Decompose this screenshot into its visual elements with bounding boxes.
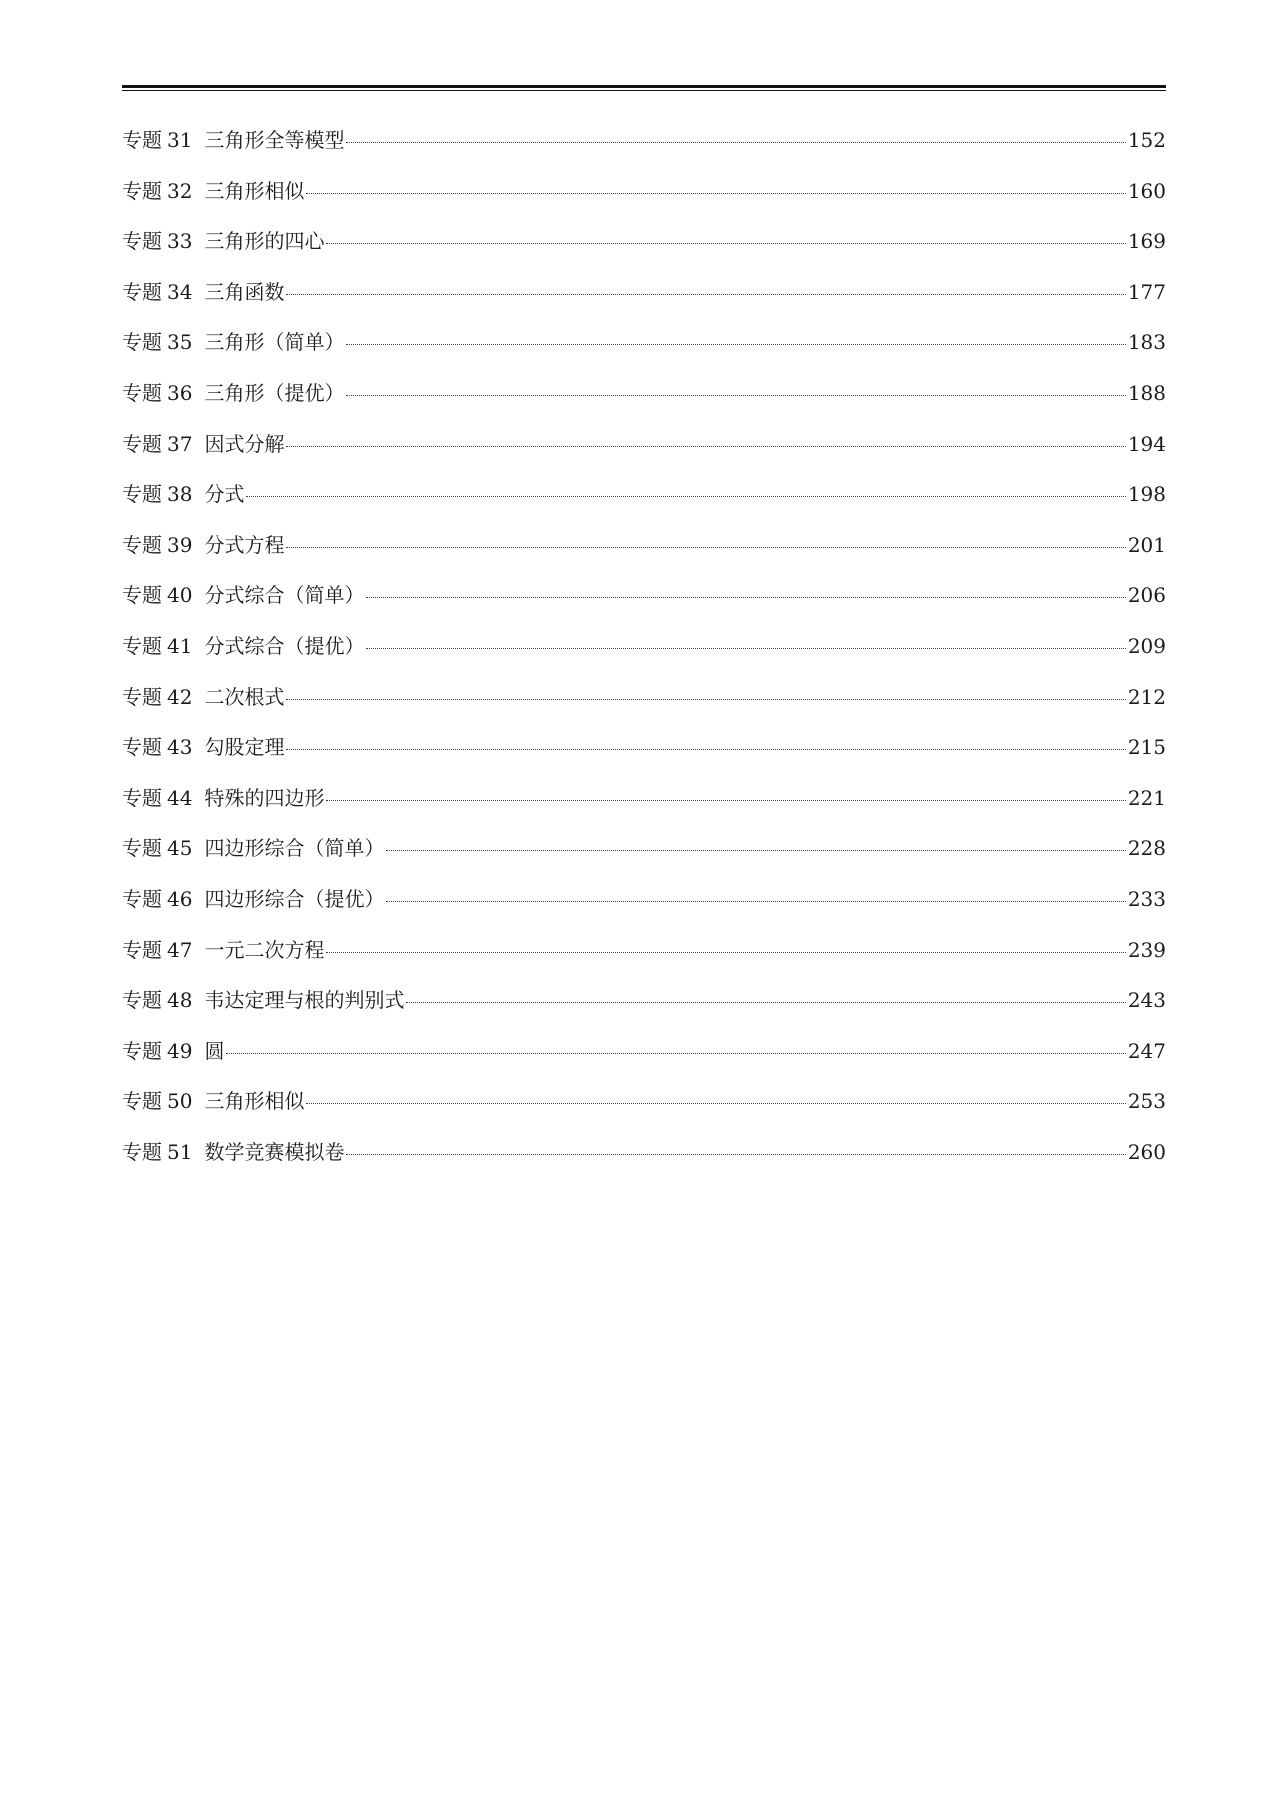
toc-entry-prefix: 专题	[122, 229, 162, 254]
toc-entry-number: 44	[167, 785, 193, 810]
toc-entry-prefix: 专题	[122, 886, 162, 911]
toc-dot-leader	[286, 699, 1125, 700]
toc-entry[interactable]	[122, 786, 1166, 837]
toc-entry[interactable]	[122, 1089, 1166, 1140]
toc-entry-page-number: 183	[1127, 330, 1166, 355]
toc-entry[interactable]	[122, 128, 1166, 179]
toc-entry-number: 31	[167, 128, 193, 152]
toc-entry-prefix: 专题	[122, 1089, 162, 1114]
toc-entry-page-number: 201	[1127, 532, 1166, 557]
header-rule-thick	[122, 85, 1166, 88]
toc-entry-number: 49	[167, 1038, 193, 1063]
toc-entry-number: 39	[167, 532, 193, 557]
toc-entry-prefix: 专题	[122, 532, 162, 557]
toc-entry-page-number: 198	[1127, 482, 1166, 507]
toc-entry-prefix: 专题	[122, 482, 162, 507]
toc-entry[interactable]	[122, 685, 1166, 736]
toc-entry-prefix: 专题	[122, 937, 162, 962]
toc-entry-prefix: 专题	[122, 735, 162, 760]
toc-entry[interactable]	[122, 179, 1166, 230]
toc-entry[interactable]	[122, 938, 1166, 989]
toc-entry-title: 四边形综合（提优）	[204, 886, 385, 911]
toc-entry-title: 三角形（提优）	[204, 380, 345, 405]
toc-dot-leader	[286, 294, 1125, 295]
toc-entry[interactable]	[122, 735, 1166, 786]
toc-entry[interactable]	[122, 988, 1166, 1039]
toc-entry-page-number: 206	[1127, 583, 1166, 608]
toc-entry-page-number: 160	[1127, 178, 1166, 203]
toc-entry-title: 特殊的四边形	[204, 785, 325, 810]
toc-entry-number: 35	[167, 330, 193, 355]
toc-entry-prefix: 专题	[122, 583, 162, 608]
toc-dot-leader	[326, 952, 1125, 953]
toc-entry-prefix: 专题	[122, 128, 162, 152]
toc-entry-page-number: 177	[1127, 279, 1166, 304]
toc-entry[interactable]	[122, 381, 1166, 432]
toc-entry-prefix: 专题	[122, 1038, 162, 1063]
header-double-rule	[122, 85, 1166, 92]
toc-entry[interactable]	[122, 887, 1166, 938]
toc-entry-prefix: 专题	[122, 380, 162, 405]
toc-entry-page-number: 188	[1127, 380, 1166, 405]
toc-entry-page-number: 233	[1127, 886, 1166, 911]
toc-entry-page-number: 215	[1127, 735, 1166, 760]
toc-entry-prefix: 专题	[122, 684, 162, 709]
toc-dot-leader	[346, 395, 1125, 396]
toc-entry-title: 二次根式	[204, 684, 285, 709]
toc-entry-title: 韦达定理与根的判别式	[204, 988, 405, 1013]
toc-entry-prefix: 专题	[122, 330, 162, 355]
toc-entry-number: 33	[167, 229, 193, 254]
toc-entry-title: 分式综合（提优）	[204, 633, 365, 658]
table-of-contents	[122, 128, 1166, 1190]
toc-entry-title: 三角形的四心	[204, 229, 325, 254]
toc-entry-page-number: 247	[1127, 1038, 1166, 1063]
toc-entry-number: 45	[167, 836, 193, 861]
toc-entry-title: 分式方程	[204, 532, 285, 557]
toc-entry[interactable]	[122, 432, 1166, 483]
toc-entry-number: 37	[167, 431, 193, 456]
toc-entry[interactable]	[122, 1140, 1166, 1191]
toc-entry-number: 36	[167, 380, 193, 405]
toc-entry-page-number: 253	[1127, 1089, 1166, 1114]
toc-entry-title: 分式	[204, 482, 245, 507]
toc-entry[interactable]	[122, 583, 1166, 634]
toc-entry-number: 51	[167, 1139, 193, 1164]
toc-entry-title: 一元二次方程	[204, 937, 325, 962]
toc-entry-number: 40	[167, 583, 193, 608]
toc-dot-leader	[286, 749, 1125, 750]
toc-dot-leader	[326, 243, 1125, 244]
toc-entry-page-number: 209	[1127, 633, 1166, 658]
toc-entry-title: 勾股定理	[204, 735, 285, 760]
toc-entry-title: 分式综合（简单）	[204, 583, 365, 608]
toc-entry[interactable]	[122, 330, 1166, 381]
toc-entry-number: 42	[167, 684, 193, 709]
toc-entry-title: 三角形相似	[204, 178, 305, 203]
toc-entry-page-number: 152	[1127, 128, 1166, 152]
toc-entry[interactable]	[122, 229, 1166, 280]
toc-entry[interactable]	[122, 634, 1166, 685]
toc-entry-page-number: 228	[1127, 836, 1166, 861]
toc-entry[interactable]	[122, 482, 1166, 533]
toc-entry[interactable]	[122, 533, 1166, 584]
toc-entry-title: 四边形综合（简单）	[204, 836, 385, 861]
toc-dot-leader	[286, 547, 1125, 548]
toc-entry-page-number: 212	[1127, 684, 1166, 709]
toc-dot-leader	[246, 496, 1125, 497]
toc-dot-leader	[326, 800, 1125, 801]
toc-dot-leader	[406, 1002, 1125, 1003]
toc-entry-prefix: 专题	[122, 1139, 162, 1164]
toc-entry-title: 圆	[204, 1038, 225, 1063]
toc-entry-number: 48	[167, 988, 193, 1013]
toc-entry-number: 34	[167, 279, 193, 304]
toc-dot-leader	[286, 446, 1125, 447]
toc-entry-prefix: 专题	[122, 431, 162, 456]
toc-entry-number: 50	[167, 1089, 193, 1114]
toc-dot-leader	[346, 1154, 1125, 1155]
toc-dot-leader	[346, 344, 1125, 345]
toc-dot-leader	[306, 1103, 1125, 1104]
toc-entry[interactable]	[122, 836, 1166, 887]
toc-dot-leader	[386, 850, 1125, 851]
toc-entry-prefix: 专题	[122, 836, 162, 861]
toc-entry-number: 46	[167, 886, 193, 911]
toc-entry-prefix: 专题	[122, 785, 162, 810]
toc-entry[interactable]	[122, 1039, 1166, 1090]
toc-dot-leader	[346, 142, 1125, 143]
toc-dot-leader	[226, 1053, 1125, 1054]
toc-entry-number: 38	[167, 482, 193, 507]
toc-entry-number: 32	[167, 178, 193, 203]
toc-entry-number: 41	[167, 633, 193, 658]
toc-entry-page-number: 221	[1127, 785, 1166, 810]
header-rule-thin	[122, 90, 1166, 91]
toc-entry-page-number: 243	[1127, 988, 1166, 1013]
toc-entry-title: 三角函数	[204, 279, 285, 304]
toc-entry-number: 43	[167, 735, 193, 760]
toc-entry-page-number: 260	[1127, 1139, 1166, 1164]
toc-entry-page-number: 239	[1127, 937, 1166, 962]
toc-entry-prefix: 专题	[122, 178, 162, 203]
toc-entry[interactable]	[122, 280, 1166, 331]
toc-entry-number: 47	[167, 937, 193, 962]
toc-entry-title: 因式分解	[204, 431, 285, 456]
toc-entry-page-number: 194	[1127, 431, 1166, 456]
toc-entry-page-number: 169	[1127, 229, 1166, 254]
toc-entry-prefix: 专题	[122, 633, 162, 658]
toc-entry-prefix: 专题	[122, 279, 162, 304]
toc-entry-title: 三角形（简单）	[204, 330, 345, 355]
toc-entry-title: 数学竞赛模拟卷	[204, 1139, 345, 1164]
toc-entry-title: 三角形全等模型	[204, 128, 345, 152]
toc-entry-prefix: 专题	[122, 988, 162, 1013]
toc-dot-leader	[306, 193, 1125, 194]
toc-dot-leader	[386, 901, 1125, 902]
toc-entry-title: 三角形相似	[204, 1089, 305, 1114]
toc-dot-leader	[366, 597, 1125, 598]
toc-dot-leader	[366, 648, 1125, 649]
